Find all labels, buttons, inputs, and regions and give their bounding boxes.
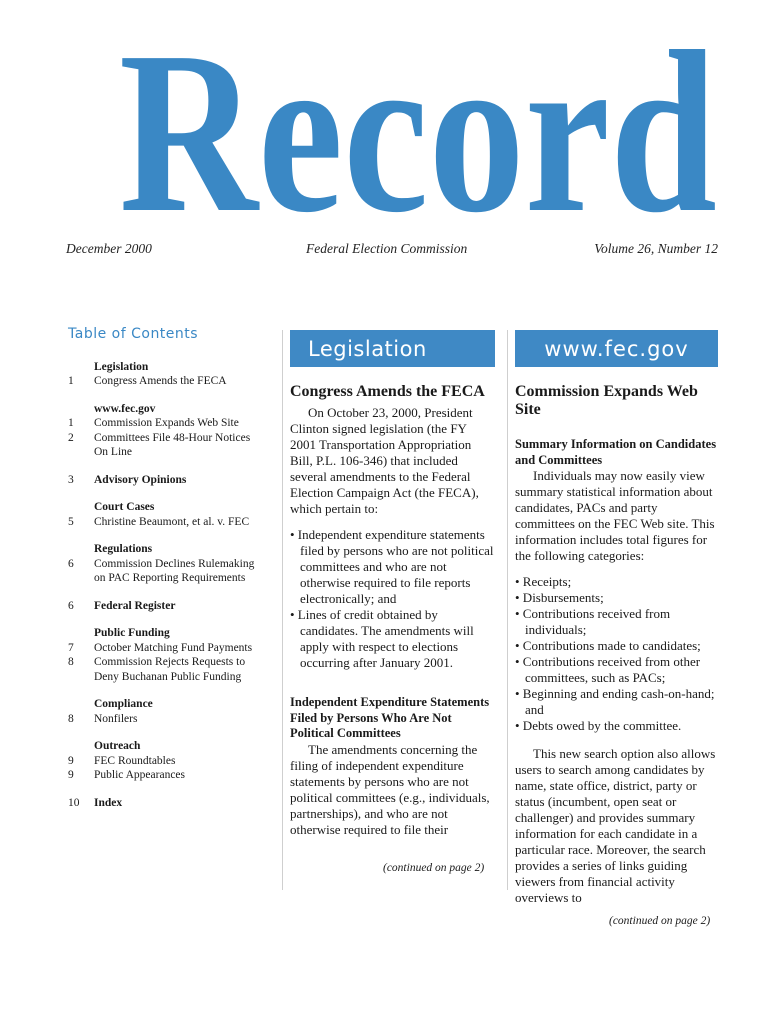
toc-group [68, 697, 278, 726]
toc-entry [68, 473, 278, 488]
toc-entry [68, 374, 278, 389]
toc-entry-text: Committees File 48-Hour Notices [94, 431, 251, 444]
list-item: • Receipts; [515, 574, 572, 589]
continued-note: (continued on page 2) [383, 862, 485, 874]
toc-entry [68, 571, 278, 586]
toc-group [68, 500, 278, 529]
toc-heading: Public Funding [94, 627, 170, 639]
continued-note: (continued on page 2) [609, 915, 711, 927]
web-banner: www.fec.gov [515, 330, 718, 367]
toc-page-number: 7 [68, 641, 74, 654]
toc-entry-text: FEC Roundtables [94, 754, 176, 767]
article-intro: On October 23, 2000, President Clinton signed legislation (the FY 2001 Transportation Appropriation Bill, P.L. 106-346) that included several amendments to the Federal Election Campaign Act (the FECA), which pertain to: [290, 405, 479, 516]
toc-page-number: 9 [68, 754, 74, 767]
toc-page-number: 6 [68, 557, 74, 570]
legislation-column [290, 330, 495, 838]
issue-date: December 2000 [66, 241, 152, 256]
article-subhead: Summary Information on Candidates and Committees [515, 437, 717, 467]
toc-page-number: 5 [68, 515, 74, 528]
toc-page-number: 8 [68, 712, 74, 725]
toc-page-number: 9 [68, 769, 74, 781]
toc-page-number: 3 [68, 473, 74, 486]
toc-entry-text: Congress Amends the FECA [94, 375, 227, 387]
toc-page-number [68, 571, 94, 586]
toc-page-number: 2 [68, 431, 74, 444]
toc-group [68, 739, 278, 783]
toc-entry [68, 515, 278, 530]
list-item: • Contributions received from other committees, such as PACs; [515, 654, 701, 685]
toc-page-number: 8 [68, 656, 74, 668]
column-divider [282, 330, 283, 890]
article-body: This new search option also allows users to search among candidates by name, state office, district, party or status (incumbent, open seat or challenger) and provides summary information for each candidate in a particular race. Moreover, the search provides a series of links guiding viewers from financial activity overviews to [515, 746, 716, 905]
volume-number: Volume 26, Number 12 [594, 241, 718, 256]
toc-entry-text: Commission Declines Rulemaking [94, 557, 255, 570]
list-item: • Contributions made to candidates; [515, 638, 701, 653]
table-of-contents [68, 327, 278, 823]
list-item: • Disbursements; [515, 590, 604, 605]
toc-groups [68, 360, 278, 811]
toc-entry-text: Christine Beaumont, et al. v. FEC [94, 515, 250, 528]
toc-heading: Regulations [94, 543, 153, 555]
toc-entry [68, 796, 278, 811]
toc-entry-text: Commission Rejects Requests to [94, 656, 246, 668]
toc-group [68, 599, 278, 614]
toc-page-number [68, 445, 94, 460]
toc-entry-text: Public Appearances [94, 769, 186, 781]
list-item: • Lines of credit obtained by candidates. The amendments will apply with respect to elections occurring after January 2001. [290, 607, 474, 670]
masthead-title: Record [119, 18, 717, 218]
toc-group [68, 402, 278, 460]
toc-entry [68, 557, 278, 572]
list-item: • Debts owed by the committee. [515, 718, 682, 733]
article-subtext: The amendments concerning the filing of independent expenditure statements by persons who are not political committees (e.g., individuals, partnerships), and who are not otherwise required to file their [290, 741, 490, 837]
toc-entry-text: Nonfilers [94, 712, 138, 725]
toc-entry [68, 641, 278, 656]
masthead-logo [118, 18, 718, 218]
toc-entry [68, 599, 278, 614]
toc-heading: Court Cases [94, 501, 155, 513]
toc-entry [68, 670, 278, 685]
toc-entry-text: On Line [94, 446, 133, 458]
article-intro: Individuals may now easily view summary statistical information about candidates, PACs and party committees on the FEC Web site. This information includes total figures for the following categories: [515, 468, 715, 563]
toc-page-number [68, 670, 94, 685]
toc-entry-text: on PAC Reporting Requirements [94, 572, 246, 584]
toc-entry-text: Index [94, 796, 123, 809]
toc-group [68, 626, 278, 684]
toc-group [68, 473, 278, 488]
column-divider [507, 330, 508, 890]
toc-entry [68, 754, 278, 769]
article-subhead: Independent Expenditure Statements Filed by Persons Who Are Not Political Committees [290, 695, 490, 740]
toc-group [68, 542, 278, 586]
article-title: Congress Amends the FECA [290, 383, 485, 400]
toc-entry-text: Federal Register [94, 599, 176, 612]
list-item: • Contributions received from individuals; [515, 606, 671, 637]
toc-heading: Legislation [94, 360, 149, 373]
list-item: • Beginning and ending cash-on-hand; and [515, 686, 715, 717]
list-item: • Independent expenditure statements filed by persons who are not political committees and who are not otherwise required to file reports electronically; and [290, 527, 494, 606]
publisher-name: Federal Election Commission [306, 241, 468, 256]
toc-entry [68, 416, 278, 431]
toc-page-number: 10 [68, 796, 80, 809]
article-bullets [515, 574, 718, 734]
legislation-banner: Legislation [290, 330, 495, 367]
toc-entry [68, 712, 278, 727]
article-title: Commission Expands Web Site [515, 383, 698, 418]
toc-page-number: 6 [68, 599, 74, 612]
toc-title: Table of Contents [68, 326, 199, 342]
toc-heading: Outreach [94, 740, 141, 752]
toc-group [68, 796, 278, 811]
toc-entry [68, 655, 278, 670]
article-bullets [290, 527, 495, 671]
toc-entry-text: Advisory Opinions [94, 473, 187, 486]
toc-page-number: 1 [68, 417, 74, 429]
toc-group [68, 360, 278, 389]
web-column [515, 330, 718, 906]
toc-page-number: 1 [68, 375, 74, 387]
toc-entry-text: October Matching Fund Payments [94, 641, 253, 654]
toc-entry-text: Deny Buchanan Public Funding [94, 670, 242, 683]
toc-entry-text: Commission Expands Web Site [94, 417, 239, 429]
toc-heading: Compliance [94, 698, 153, 710]
toc-entry [68, 431, 278, 446]
toc-entry [68, 768, 278, 783]
toc-heading: www.fec.gov [94, 402, 156, 415]
toc-entry [68, 445, 278, 460]
